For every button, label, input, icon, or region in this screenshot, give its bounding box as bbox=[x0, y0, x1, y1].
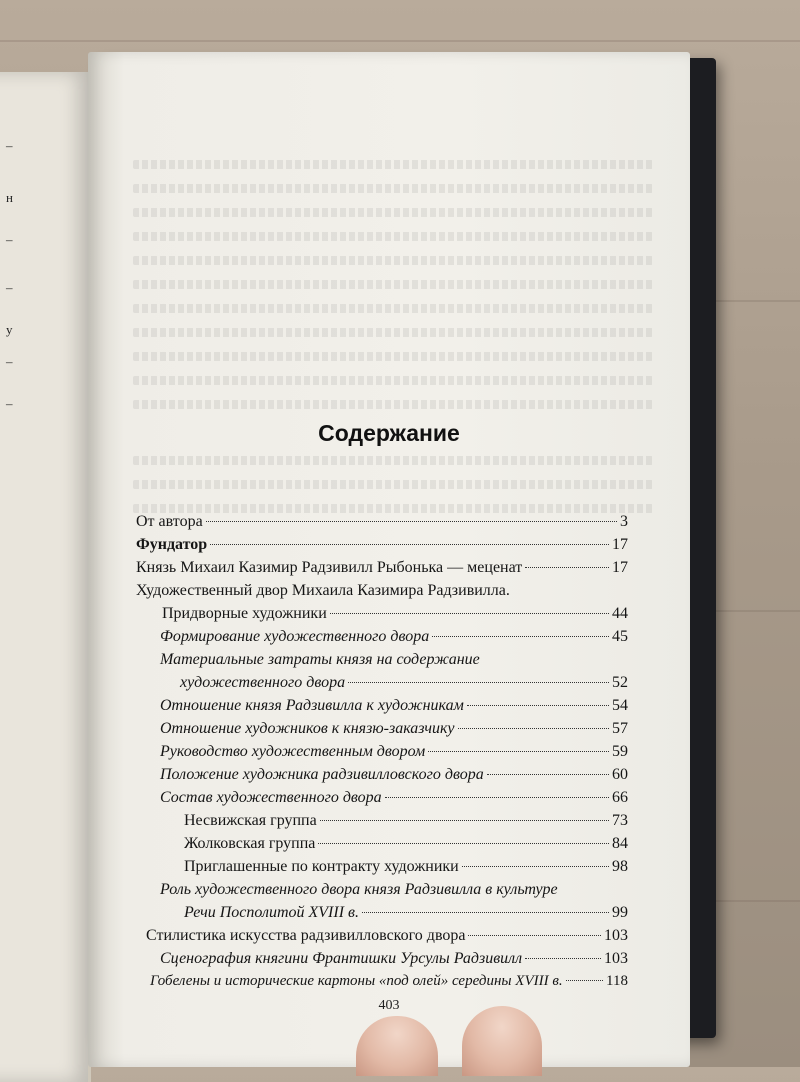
toc-entry-page: 52 bbox=[612, 674, 628, 691]
leader-dots bbox=[462, 866, 609, 867]
toc-entry-title: Руководство художественным двором bbox=[160, 743, 426, 760]
toc-entry-page: 73 bbox=[612, 812, 628, 829]
toc-entry[interactable] bbox=[184, 835, 628, 853]
toc-entry-title: художественного двора bbox=[180, 674, 346, 691]
left-page bbox=[0, 72, 91, 1082]
toc-entry-title: Сценография княгини Франтишки Урсулы Радзивилл bbox=[160, 950, 523, 967]
book-page bbox=[88, 52, 690, 1067]
toc-entry[interactable] bbox=[136, 536, 628, 554]
toc-entry[interactable] bbox=[160, 743, 628, 761]
leader-dots bbox=[467, 705, 609, 706]
leader-dots bbox=[487, 774, 609, 775]
thumb-right bbox=[462, 1006, 542, 1076]
toc-entry-page: 99 bbox=[612, 904, 628, 921]
toc-entry-page: 103 bbox=[604, 950, 628, 967]
toc-entry-title: Положение художника радзивилловского двора bbox=[160, 766, 484, 783]
toc-entry-page: 103 bbox=[604, 927, 628, 944]
toc-entry-title[interactable]: Роль художественного двора князя Радзивилла в культуре bbox=[160, 881, 558, 898]
toc-entry[interactable] bbox=[184, 812, 628, 830]
toc-entry-title: Гобелены и исторические картоны «под олей» середины XVIII в. bbox=[150, 973, 563, 989]
toc-entry[interactable] bbox=[160, 628, 628, 646]
leader-dots bbox=[525, 567, 609, 568]
toc-entry-page: 57 bbox=[612, 720, 628, 737]
leader-dots bbox=[468, 935, 601, 936]
toc-entry-title: Стилистика искусства радзивилловского двора bbox=[146, 927, 466, 944]
toc-entry-title: Состав художественного двора bbox=[160, 789, 382, 806]
toc-entry[interactable] bbox=[184, 904, 628, 922]
toc-entry[interactable] bbox=[160, 720, 628, 738]
toc-entry[interactable] bbox=[160, 789, 628, 807]
toc-entry[interactable] bbox=[180, 674, 628, 692]
toc-entry-title: Формирование художественного двора bbox=[160, 628, 430, 645]
toc-entry-page: 66 bbox=[612, 789, 628, 806]
toc-entry-title: От автора bbox=[136, 513, 203, 530]
toc-entry-title[interactable]: Материальные затраты князя на содержание bbox=[160, 651, 480, 668]
toc-entry-page: 60 bbox=[612, 766, 628, 783]
toc-entry-page: 54 bbox=[612, 697, 628, 714]
left-page-fragment: – bbox=[6, 232, 13, 247]
leader-dots bbox=[428, 751, 609, 752]
leader-dots bbox=[525, 958, 601, 959]
toc-entry-page: 17 bbox=[612, 536, 628, 553]
toc-entry[interactable] bbox=[136, 513, 628, 531]
toc-entry[interactable] bbox=[136, 559, 628, 577]
table-of-contents bbox=[88, 52, 690, 1067]
toc-entry-page: 98 bbox=[612, 858, 628, 875]
toc-entry-title: Фундатор bbox=[136, 536, 208, 553]
toc-entry[interactable] bbox=[150, 973, 628, 990]
leader-dots bbox=[432, 636, 609, 637]
leader-dots bbox=[458, 728, 609, 729]
toc-entry-title: Несвижская группа bbox=[184, 812, 317, 829]
toc-entry[interactable] bbox=[160, 950, 628, 968]
toc-entry-page: 3 bbox=[620, 513, 628, 530]
page-number: 403 bbox=[378, 998, 400, 1013]
toc-entry-title: Отношение художников к князю-заказчику bbox=[160, 720, 455, 737]
toc-entry-title[interactable]: Художественный двор Михаила Казимира Радзивилла. bbox=[136, 582, 510, 599]
toc-entry-title: Придворные художники bbox=[162, 605, 327, 622]
left-page-fragment: у bbox=[6, 322, 13, 337]
left-page-fragment: – bbox=[6, 354, 13, 369]
left-page-fragment: н bbox=[6, 190, 13, 205]
toc-entry-page: 17 bbox=[612, 559, 628, 576]
leader-dots bbox=[210, 544, 609, 545]
toc-entry[interactable] bbox=[162, 605, 628, 623]
leader-dots bbox=[362, 912, 609, 913]
leader-dots bbox=[348, 682, 609, 683]
left-page-fragment: – bbox=[6, 396, 13, 411]
leader-dots bbox=[566, 980, 603, 981]
leader-dots bbox=[385, 797, 609, 798]
toc-entry-title: Приглашенные по контракту художники bbox=[184, 858, 459, 875]
toc-entry[interactable] bbox=[160, 697, 628, 715]
left-page-fragment: – bbox=[6, 280, 13, 295]
toc-entry-page: 59 bbox=[612, 743, 628, 760]
leader-dots bbox=[320, 820, 609, 821]
toc-entry-page: 84 bbox=[612, 835, 628, 852]
toc-entry-page: 45 bbox=[612, 628, 628, 645]
toc-entry-title: Жолковская группа bbox=[184, 835, 316, 852]
toc-entry[interactable] bbox=[184, 858, 628, 876]
toc-entry-page: 118 bbox=[606, 973, 628, 989]
toc-entry-title: Речи Посполитой XVIII в. bbox=[184, 904, 359, 921]
toc-heading: Содержание bbox=[318, 420, 460, 446]
toc-entry[interactable] bbox=[160, 766, 628, 784]
leader-dots bbox=[330, 613, 609, 614]
leader-dots bbox=[318, 843, 609, 844]
toc-entry-title: Князь Михаил Казимир Радзивилл Рыбонька — меценат bbox=[136, 559, 523, 576]
leader-dots bbox=[206, 521, 617, 522]
left-page-fragment: – bbox=[6, 138, 13, 153]
toc-entry-title: Отношение князя Радзивилла к художникам bbox=[160, 697, 464, 714]
toc-entry[interactable] bbox=[146, 927, 628, 945]
toc-entry-page: 44 bbox=[612, 605, 628, 622]
